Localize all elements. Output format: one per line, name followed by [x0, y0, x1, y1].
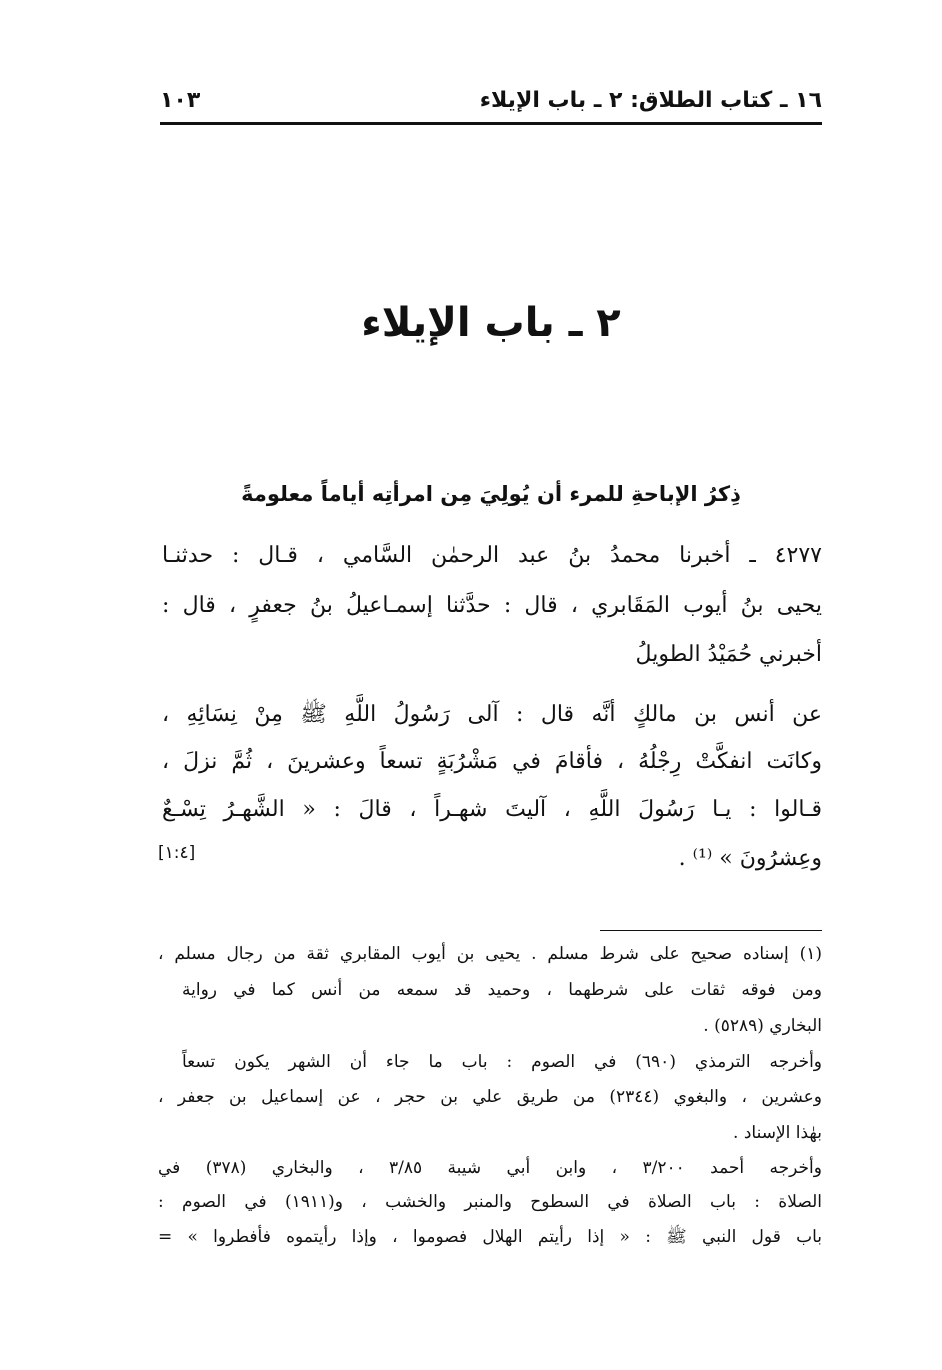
page-number: ١٠٣	[160, 88, 201, 113]
isnad-line: أخبرني حُمَيْدُ الطويلُ	[635, 642, 822, 667]
header-rule	[160, 122, 822, 125]
footnote-line: البخاري (٥٢٨٩) .	[703, 1016, 822, 1036]
footnote-line: (١) إسناده صحيح على شرط مسلم . يحيى بن أيوب المقابري ثقة من رجال مسلم ،	[158, 944, 822, 964]
isnad-line: ٤٢٧٧ ـ أخبرنا محمدُ بنُ عبد الرحمٰن السَّامي ، قـال : حدثنـا	[162, 543, 822, 568]
running-head: ١٦ ـ كتاب الطلاق: ٢ ـ باب الإيلاء	[479, 88, 822, 113]
matn-line: قـالوا : يـا رَسُولَ اللَّهِ ، آليتَ شهـراً ، قالَ : « الشَّهـرُ تِسْـعٌ	[162, 797, 822, 822]
matn-line: وعِشرُونَ » ⁽¹⁾ .	[678, 846, 822, 871]
hadith-reference: [١:٤]	[158, 843, 196, 863]
footnote-rule	[600, 930, 822, 931]
footnote-line: وعشرين ، والبغوي (٢٣٤٤) من طريق علي بن حجر ، عن إسماعيل بن جعفر ،	[158, 1087, 822, 1107]
footnote-line: بهٰذا الإسناد .	[733, 1123, 822, 1143]
chapter-title: ٢ ـ باب الإيلاء	[361, 300, 621, 346]
footnote-line: الصلاة : باب الصلاة في السطوح والمنبر والخشب ، و(١٩١١) في الصوم :	[158, 1192, 822, 1212]
isnad-line: يحيى بنُ أيوب المَقَابري ، قال : حدَّثنا إسمـاعيلُ بنُ جعفرٍ ، قال :	[162, 593, 822, 618]
footnote-line: باب قول النبي ﷺ : « إذا رأيتم الهلال فصوموا ، وإذا رأيتموه فأفطروا » =	[158, 1227, 822, 1247]
matn-line: عن أنس بن مالكٍ أنَّه قال : آلى رَسُولُ اللَّهِ ﷺ مِنْ نِسَائِهِ ،	[162, 702, 822, 727]
page-header	[160, 84, 822, 124]
footnote-line: ومن فوقه ثقات على شرطهما ، وحميد قد سمعه من أنس كما في رواية	[182, 980, 822, 1000]
footnote-line: وأخرجه أحمد ٣/٢٠٠ ، وابن أبي شيبة ٣/٨٥ ، والبخاري (٣٧٨) في	[158, 1158, 822, 1178]
footnote-line: وأخرجه الترمذي (٦٩٠) في الصوم : باب ما جاء أن الشهر يكون تسعاً	[182, 1052, 823, 1072]
section-heading: ذِكرُ الإباحةِ للمرء أن يُولِيَ مِن امرأتِه أياماً معلومةً	[241, 482, 741, 506]
matn-line: وكانَت انفكَّتْ رِجْلُهُ ، فأقامَ في مَشْرُبَةٍ تسعاً وعشرينَ ، ثُمَّ نزلَ ،	[162, 749, 822, 774]
